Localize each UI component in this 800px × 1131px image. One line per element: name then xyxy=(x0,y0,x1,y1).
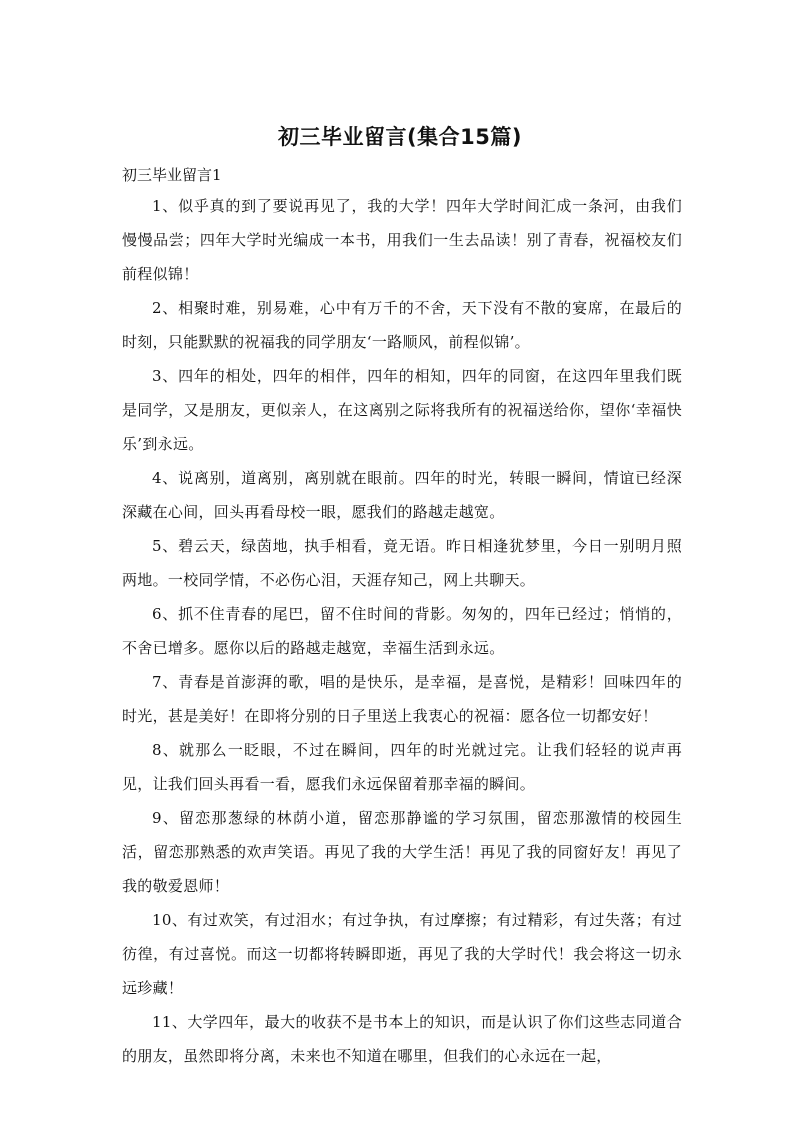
paragraph-2: 2、相聚时难，别易难，心中有万千的不舍，天下没有不散的宴席，在最后的时刻，只能默默的祝福我的同学朋友‘一路顺风，前程似锦’。 xyxy=(122,299,682,351)
paragraph-7: 7、青春是首澎湃的歌，唱的是快乐，是幸福，是喜悦，是精彩！回味四年的时光，甚是美好！在即将分别的日子里送上我衷心的祝福：愿各位一切都安好！ xyxy=(122,673,682,725)
paragraph-3: 3、四年的相处，四年的相伴，四年的相知，四年的同窗，在这四年里我们既是同学，又是朋友，更似亲人，在这离别之际将我所有的祝福送给你，望你‘幸福快乐’到永远。 xyxy=(122,367,682,453)
paragraph-11: 11、大学四年，最大的收获不是书本上的知识，而是认识了你们这些志同道合的朋友，虽然即将分离，未来也不知道在哪里，但我们的心永远在一起， xyxy=(122,1013,682,1065)
document-title: 初三毕业留言(集合15篇) xyxy=(278,125,522,149)
paragraph-4: 4、说离别，道离别，离别就在眼前。四年的时光，转眼一瞬间，情谊已经深深藏在心间，回头再看母校一眼，愿我们的路越走越宽。 xyxy=(122,469,682,521)
section-heading: 初三毕业留言1 xyxy=(122,166,222,184)
paragraph-1: 1、似乎真的到了要说再见了，我的大学！四年大学时间汇成一条河，由我们慢慢品尝；四年大学时光编成一本书，用我们一生去品读！别了青春，祝福校友们前程似锦！ xyxy=(122,197,682,283)
paragraph-5: 5、碧云天，绿茵地，执手相看，竟无语。昨日相逢犹梦里，今日一别明月照两地。一校同学情，不必伤心泪，天涯存知己，网上共聊天。 xyxy=(122,537,682,589)
paragraph-8: 8、就那么一眨眼，不过在瞬间，四年的时光就过完。让我们轻轻的说声再见，让我们回头再看一看，愿我们永远保留着那幸福的瞬间。 xyxy=(122,741,682,793)
paragraph-9: 9、留恋那葱绿的林荫小道，留恋那静谧的学习氛围，留恋那激情的校园生活，留恋那熟悉的欢声笑语。再见了我的大学生活！再见了我的同窗好友！再见了我的敬爱恩师！ xyxy=(122,809,682,895)
paragraph-6: 6、抓不住青春的尾巴，留不住时间的背影。匆匆的，四年已经过；悄悄的，不舍已增多。愿你以后的路越走越宽，幸福生活到永远。 xyxy=(122,605,682,657)
document-body xyxy=(122,189,682,1073)
paragraph-10: 10、有过欢笑，有过泪水；有过争执，有过摩擦；有过精彩，有过失落；有过彷徨，有过喜悦。而这一切都将转瞬即逝，再见了我的大学时代！我会将这一切永远珍藏！ xyxy=(122,911,682,997)
